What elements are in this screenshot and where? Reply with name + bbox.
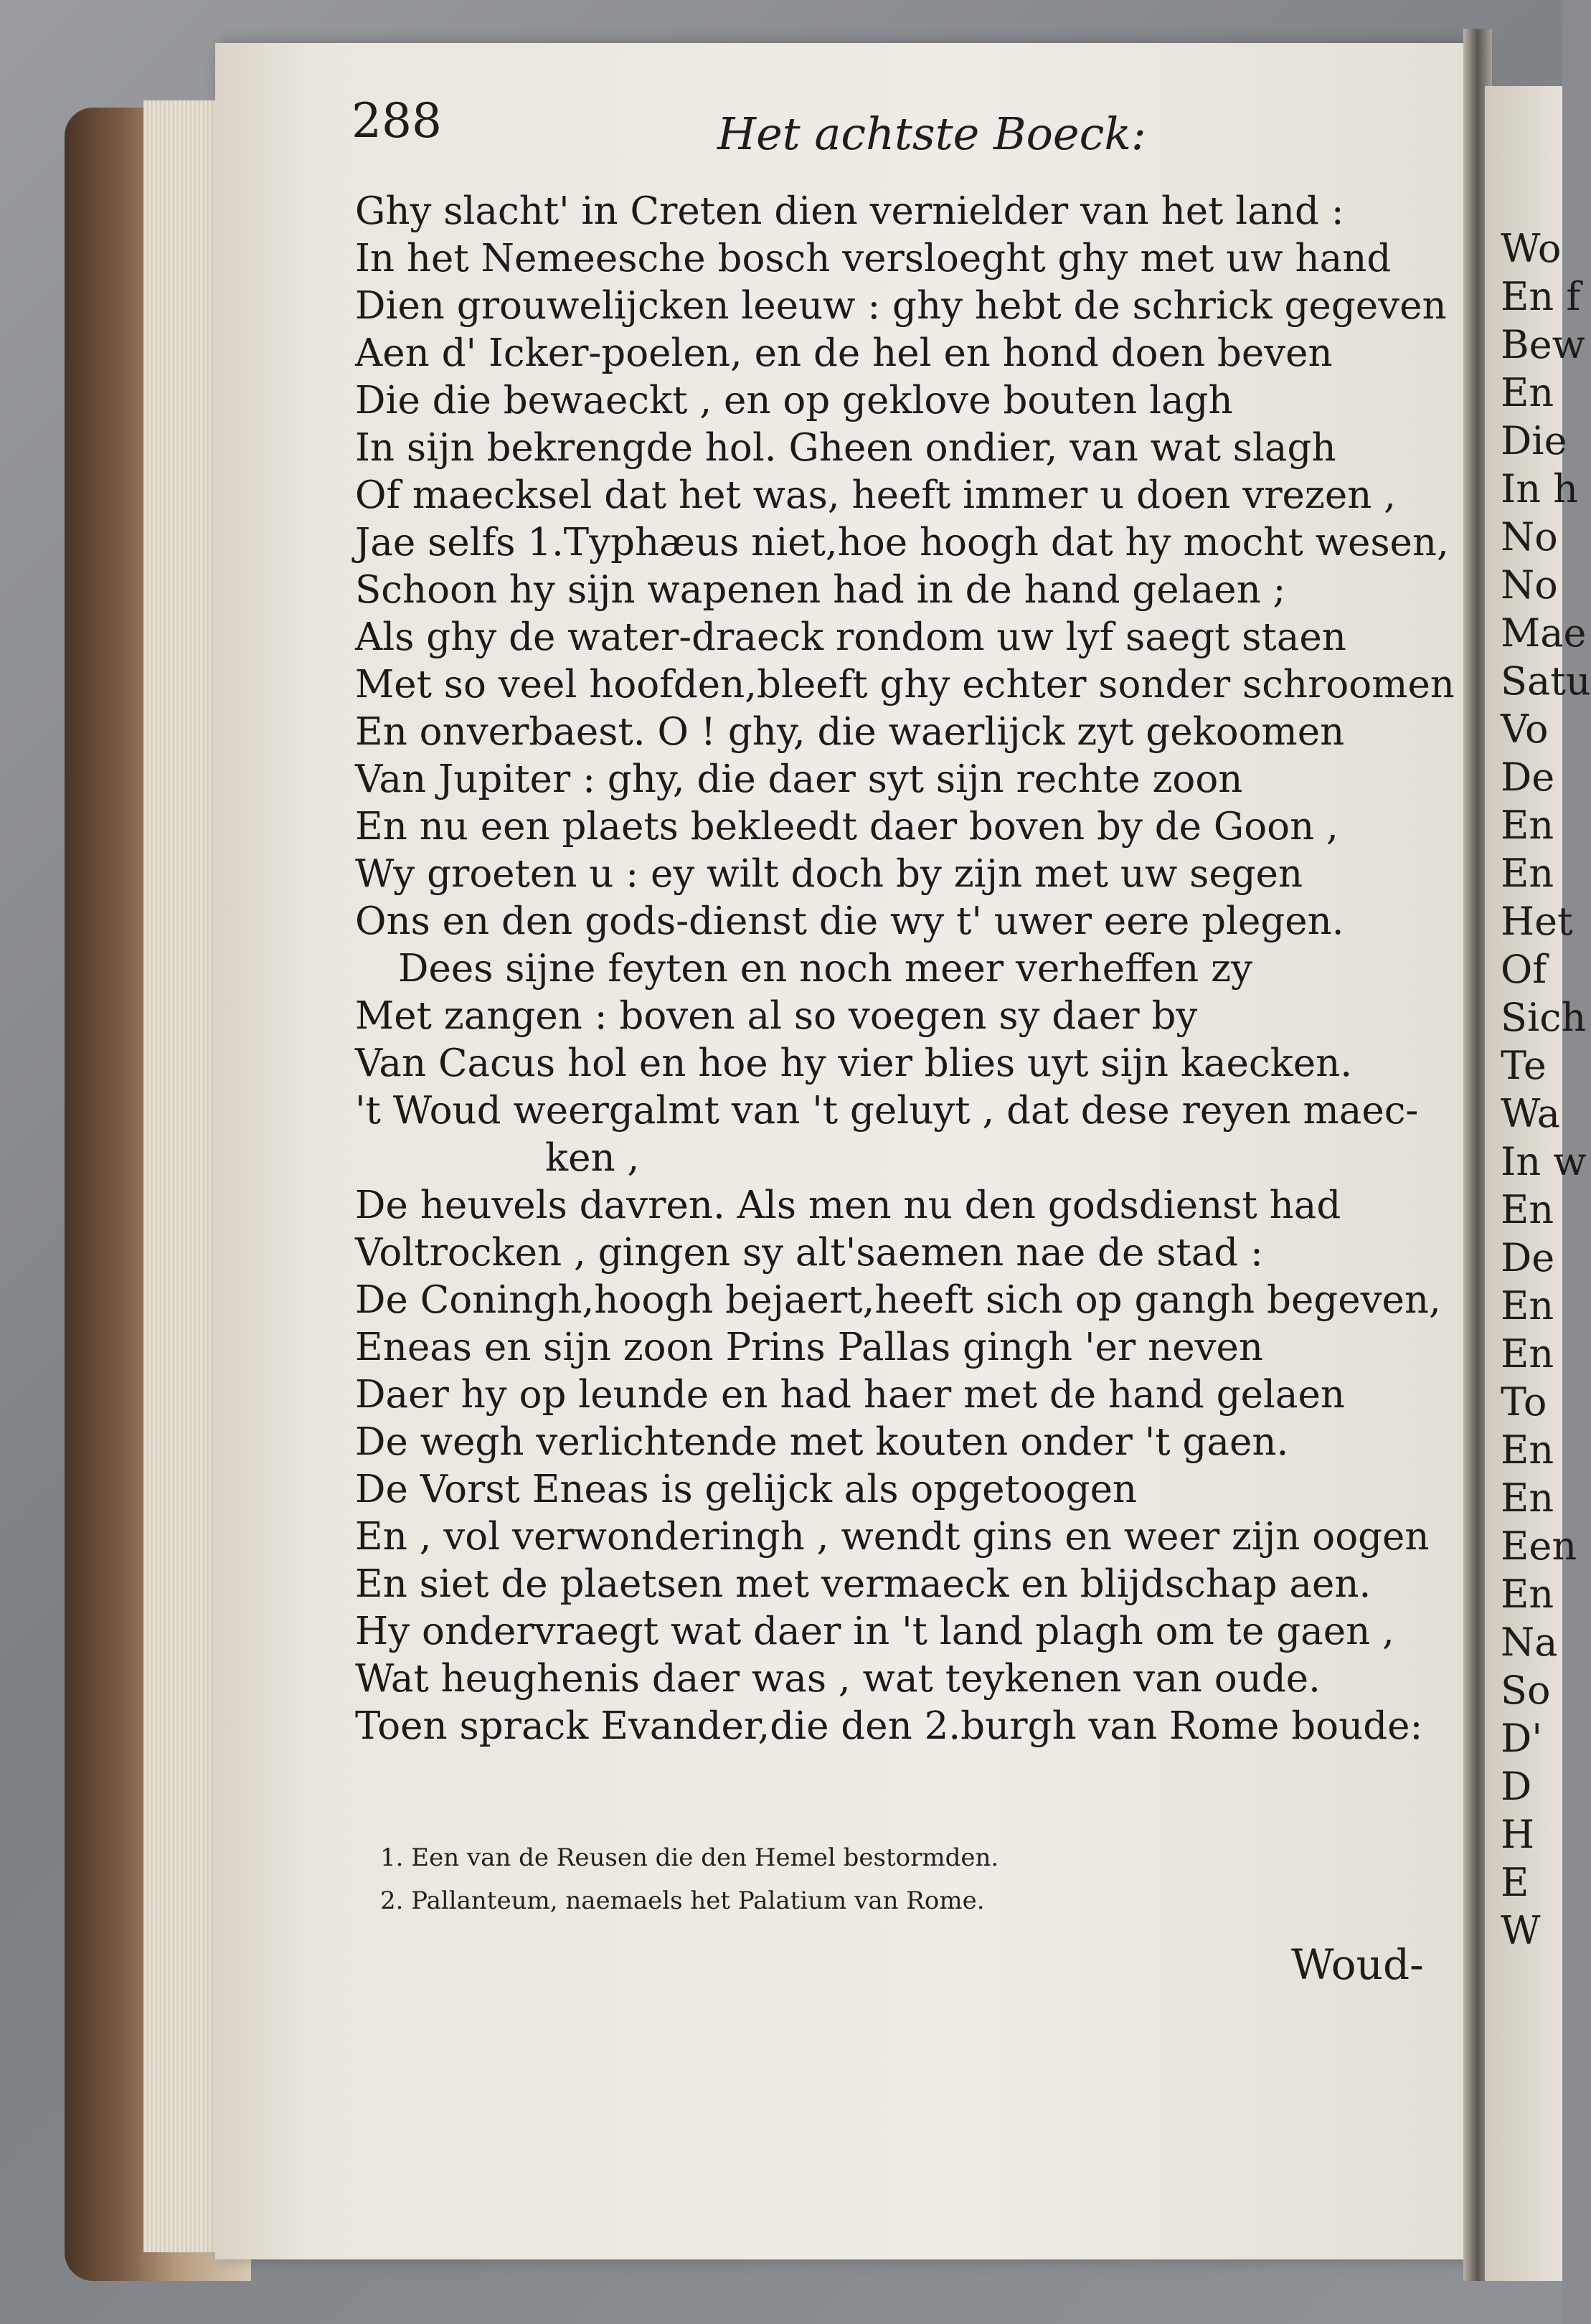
facing-page-line: Het (1501, 899, 1573, 944)
text-line: Toen sprack Evander,die den 2.burgh van Rome boude: (355, 1704, 1423, 1748)
text-line: Hy ondervraegt wat daer in 't land plagh om te gaen , (355, 1610, 1394, 1653)
text-line: Jae selfs 1.Typhæus niet,hoe hoogh dat hy mocht wesen, (355, 521, 1449, 565)
facing-page-line: En (1501, 1475, 1554, 1521)
running-title: Het achtste Boeck: (717, 108, 1146, 160)
facing-page-line: En (1501, 851, 1554, 896)
text-line: Van Jupiter : ghy, die daer syt sijn rechte zoon (355, 757, 1243, 801)
text-line: Schoon hy sijn wapenen had in de hand gelaen ; (355, 568, 1286, 612)
text-line: Dees sijne feyten en noch meer verheffen zy (398, 947, 1252, 991)
text-line: ken , (545, 1136, 640, 1180)
facing-page-line: En f (1501, 274, 1581, 319)
text-line: Als ghy de water-draeck rondom uw lyf saegt staen (355, 615, 1346, 659)
text-line: Met zangen : boven al so voegen sy daer by (355, 994, 1198, 1038)
facing-page-line: No (1501, 514, 1558, 559)
facing-page-line: Die (1501, 418, 1567, 463)
text-line: Voltrocken , gingen sy alt'saemen nae de stad : (355, 1231, 1263, 1275)
text-line: Eneas en sijn zoon Prins Pallas gingh 'er neven (355, 1326, 1263, 1369)
facing-page-line: Mae (1501, 610, 1587, 656)
left-page (215, 43, 1478, 2259)
text-line: Wy groeten u : ey wilt doch by zijn met uw segen (355, 852, 1303, 896)
facing-page-line: En (1501, 1283, 1554, 1328)
text-line: De wegh verlichtende met kouten onder 't gaen. (355, 1420, 1289, 1464)
text-line: 't Woud weergalmt van 't geluyt , dat dese reyen maec- (355, 1089, 1419, 1133)
facing-page-line: H (1501, 1812, 1535, 1857)
text-line: Daer hy op leunde en had haer met de hand gelaen (355, 1373, 1345, 1417)
facing-page-line: D' (1501, 1716, 1543, 1761)
text-line: Wat heughenis daer was , wat teykenen van oude. (355, 1657, 1321, 1701)
facing-page-line: Na (1501, 1620, 1558, 1665)
text-line: En nu een plaets bekleedt daer boven by de Goon , (355, 805, 1339, 849)
text-line: In sijn bekrengde hol. Gheen ondier, van wat slagh (355, 426, 1336, 470)
text-line: Ghy slacht' in Creten dien vernielder van het land : (355, 189, 1344, 233)
facing-page-line: No (1501, 562, 1558, 608)
facing-page-fragment (1485, 86, 1591, 2281)
facing-page-line: Satu (1501, 658, 1591, 704)
facing-page-line: D (1501, 1764, 1532, 1809)
footnote-1: 1. Een van de Reusen die den Hemel bestormden. (380, 1843, 999, 1872)
facing-page-line: In w (1501, 1139, 1587, 1184)
facing-page-line: En (1501, 803, 1554, 848)
facing-page-line: Bew (1501, 322, 1585, 367)
text-line: Ons en den gods-dienst die wy t' uwer eere plegen. (355, 899, 1344, 943)
facing-page-line: De (1501, 1235, 1555, 1280)
facing-page-line: En (1501, 370, 1554, 415)
text-line: En onverbaest. O ! ghy, die waerlijck zyt gekoomen (355, 710, 1345, 754)
text-line: De Coningh,hoogh bejaert,heeft sich op gangh begeven, (355, 1278, 1441, 1322)
facing-page-line: Vo (1501, 707, 1549, 752)
facing-page-line: Sich (1501, 995, 1587, 1040)
text-line: De heuvels davren. Als men nu den godsdienst had (355, 1184, 1341, 1227)
facing-page-line: En (1501, 1572, 1554, 1617)
facing-page-line: En (1501, 1331, 1554, 1376)
facing-page-line: Wo (1501, 226, 1562, 271)
facing-page-line: De (1501, 755, 1555, 800)
text-line: Aen d' Icker-poelen, en de hel en hond doen beven (355, 331, 1333, 375)
page-number: 288 (351, 93, 442, 148)
text-line: Die die bewaeckt , en op geklove bouten lagh (355, 379, 1233, 422)
text-line: Dien grouwelijcken leeuw : ghy hebt de schrick gegeven (355, 284, 1447, 328)
facing-page-line: E (1501, 1860, 1529, 1905)
text-line: Of maecksel dat het was, heeft immer u doen vrezen , (355, 473, 1397, 517)
text-line: En , vol verwonderingh , wendt gins en weer zijn oogen (355, 1515, 1430, 1559)
facing-page-line: En (1501, 1427, 1554, 1473)
text-line: De Vorst Eneas is gelijck als opgetoogen (355, 1468, 1138, 1511)
facing-page-line: Wa (1501, 1091, 1561, 1136)
text-line: In het Nemeesche bosch versloeght ghy met uw hand (355, 237, 1392, 280)
facing-page-line: Of (1501, 947, 1547, 992)
facing-page-line: To (1501, 1379, 1547, 1425)
text-line: Van Cacus hol en hoe hy vier blies uyt sijn kaecken. (355, 1041, 1353, 1085)
facing-page-line: Te (1501, 1043, 1547, 1088)
facing-page-line: So (1501, 1668, 1551, 1713)
text-line: Met so veel hoofden,bleeft ghy echter sonder schroomen (355, 663, 1455, 707)
facing-page-line: In h (1501, 466, 1579, 511)
facing-page-line: W (1501, 1908, 1541, 1953)
facing-page-line: En (1501, 1187, 1554, 1232)
text-line: En siet de plaetsen met vermaeck en blijdschap aen. (355, 1562, 1372, 1606)
catchword: Woud- (1291, 1940, 1424, 1989)
facing-page-line: Een (1501, 1524, 1577, 1569)
footnote-2: 2. Pallanteum, naemaels het Palatium van Rome. (380, 1886, 985, 1915)
